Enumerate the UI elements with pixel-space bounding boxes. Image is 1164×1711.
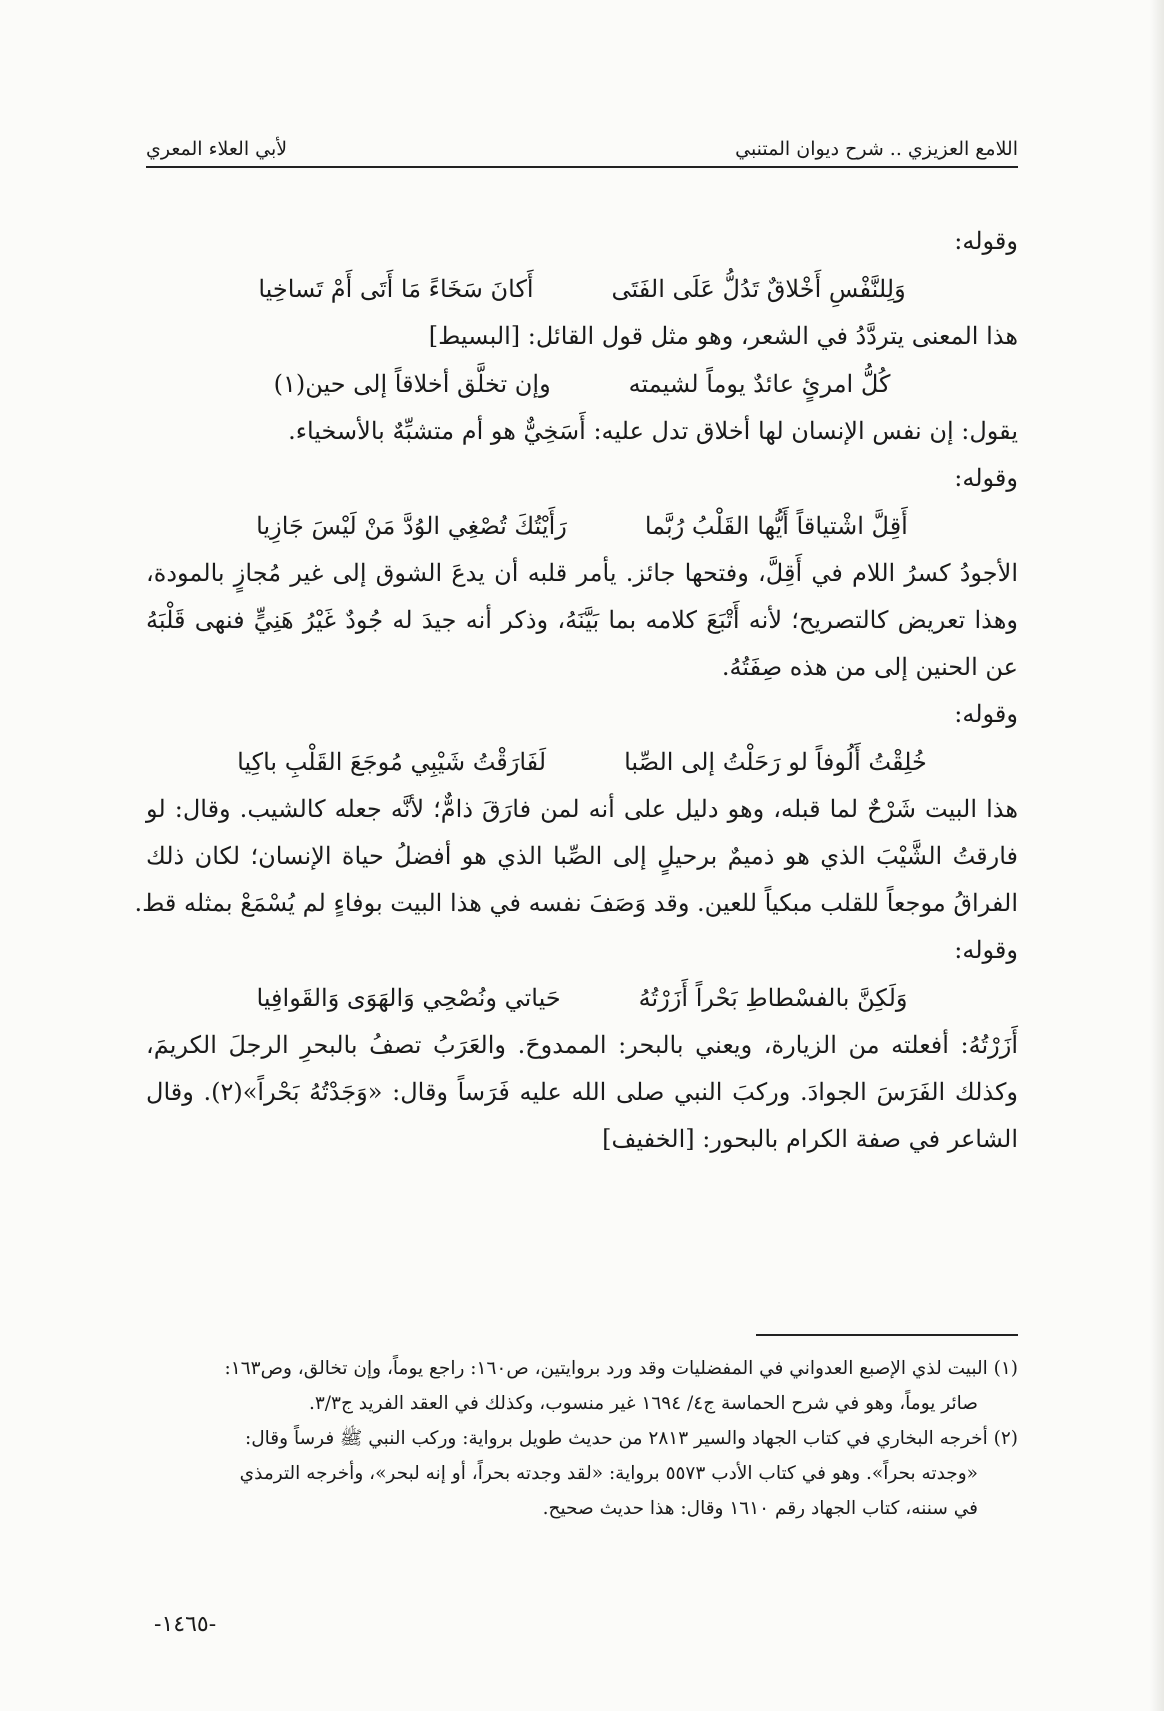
verse bbox=[146, 265, 1018, 313]
paragraph-line: وقوله: bbox=[954, 227, 1018, 255]
footnotes bbox=[146, 1351, 1018, 1526]
running-header bbox=[146, 126, 1018, 160]
footnote-rule bbox=[756, 1334, 1018, 1336]
footnote-2-line: في سننه، كتاب الجهاد رقم ١٦١٠ وقال: هذا حديث صحيح. bbox=[542, 1498, 978, 1519]
header-rule bbox=[146, 166, 1018, 168]
paragraph-line: وهذا تعريض كالتصريح؛ لأنه أَتْبَعَ كلامه بما بَيَّنَهُ، وذكر أنه جيدَ له جُودٌ غَيْرُ هَنِيٍّ فنهى قَلْبَهُ bbox=[146, 606, 1018, 634]
paragraph-line: يقول: إن نفس الإنسان لها أخلاق تدل عليه: أَسَخِيٌّ هو أم متشبِّهٌ بالأسخياء. bbox=[288, 417, 1018, 445]
paragraph-line: هذا المعنى يتردَّدُ في الشعر، وهو مثل قول القائل: [البسيط] bbox=[428, 322, 1018, 350]
paragraph-line: وقوله: bbox=[954, 936, 1018, 964]
verse bbox=[146, 974, 1018, 1022]
header-author: لأبي العلاء المعري bbox=[146, 138, 288, 160]
paragraph-line: أَزَرْتُهُ: أفعلته من الزيارة، ويعني بالبحر: الممدوحَ. والعَرَبُ تصفُ بالبحرِ الرجلَ الكريمَ، bbox=[146, 1031, 1018, 1059]
footnote-1-line: صائر يوماً، وهو في شرح الحماسة ج٤/ ١٦٩٤ غير منسوب، وكذلك في العقد الفريد ج٣/٣. bbox=[308, 1393, 978, 1414]
verse-second-hemistich: لَفَارَقْتُ شَيْبِي مُوجَعَ القَلْبِ باكِيا bbox=[237, 748, 547, 776]
verse bbox=[146, 502, 1018, 550]
paragraph-line: الأجودُ كسرُ اللام في أَقِلَّ، وفتحها جائز. يأمر قلبه أن يدعَ الشوق إلى غير مُجازٍ بالمودة، bbox=[146, 559, 1018, 587]
verse-second-hemistich: حَياتي ونُصْحِي وَالهَوَى وَالقَوافِيا bbox=[256, 984, 561, 1012]
paragraph-line: هذا البيت شَرْحٌ لما قبله، وهو دليل على أنه لمن فارَقَ ذامٌّ؛ لأنَّه جعله كالشيب. وقال: لو bbox=[146, 795, 1018, 823]
verse-second-hemistich: وإن تخلَّق أخلاقاً إلى حين(١) bbox=[273, 370, 551, 398]
verse-second-hemistich: أَكانَ سَخَاءً مَا أَتَى أَمْ تَساخِيا bbox=[258, 275, 534, 303]
paragraph-line: وقوله: bbox=[954, 700, 1018, 728]
verse-first-hemistich: كُلُّ امرئٍ عائدٌ يوماً لشيمته bbox=[628, 370, 891, 398]
verse-first-hemistich: وَلِلنَّفْسِ أَخْلاقٌ تَدُلُّ عَلَى الفَتَى bbox=[611, 275, 906, 303]
page-number: -١٤٦٥- bbox=[154, 1612, 217, 1637]
verse-first-hemistich: أَقِلَّ اشْتياقاً أَيُّها القَلْبُ رُبَّما bbox=[644, 512, 908, 540]
paragraph-line: وقوله: bbox=[954, 464, 1018, 492]
paragraph-line: فارقتُ الشَّيْبَ الذي هو ذميمٌ برحيلٍ إلى الصِّبا الذي هو أفضلُ حياة الإنسان؛ لكان ذلك bbox=[146, 842, 1018, 870]
verse-first-hemistich: وَلَكِنَّ بالفسْطاطِ بَحْراً أَزَرْتُهُ bbox=[638, 984, 908, 1012]
verse bbox=[146, 360, 1018, 408]
paragraph-line: الفراقُ موجعاً للقلب مبكياً للعين. وقد وَصَفَ نفسه في هذا البيت بوفاءٍ لم يُسْمَعْ بمثله قط. bbox=[134, 889, 1018, 917]
page-edge-shadow bbox=[1150, 0, 1164, 1711]
paragraph-line: عن الحنين إلى من هذه صِفَتُهُ. bbox=[721, 653, 1018, 681]
main-text bbox=[134, 218, 1019, 1163]
verse bbox=[146, 738, 1018, 786]
footnote-1-line: (١) البيت لذي الإصبع العدواني في المفضليات وقد ورد بروايتين، ص١٦٠: راجع يوماً، وإن تخالق، وص١٦٣: bbox=[224, 1358, 1018, 1379]
footnote-2-line: «وجدته بحراً». وهو في كتاب الأدب ٥٥٧٣ برواية: «لقد وجدته بحراً، أو إنه لبحر»، وأخرجه الترمذي bbox=[239, 1463, 978, 1484]
paragraph-line: وكذلك الفَرَسَ الجوادَ. وركبَ النبي صلى الله عليه فَرَساً وقال: «وَجَدْتُهُ بَحْراً»(٢). وقال bbox=[146, 1078, 1019, 1106]
paragraph-line: الشاعر في صفة الكرام بالبحور: [الخفيف] bbox=[602, 1125, 1018, 1153]
verse-first-hemistich: خُلِقْتُ أَلُوفاً لو رَحَلْتُ إلى الصِّبا bbox=[624, 748, 927, 776]
header-book-title: اللامع العزيزي .. شرح ديوان المتنبي bbox=[735, 138, 1018, 160]
verse-second-hemistich: رَأَيْتُكَ تُصْغِي الوُدَّ مَنْ لَيْسَ جَازِيا bbox=[256, 512, 567, 540]
footnote-2-line: (٢) أخرجه البخاري في كتاب الجهاد والسير ٢٨١٣ من حديث طويل برواية: وركب النبي ﷺ فرساً وقال: bbox=[245, 1428, 1018, 1449]
